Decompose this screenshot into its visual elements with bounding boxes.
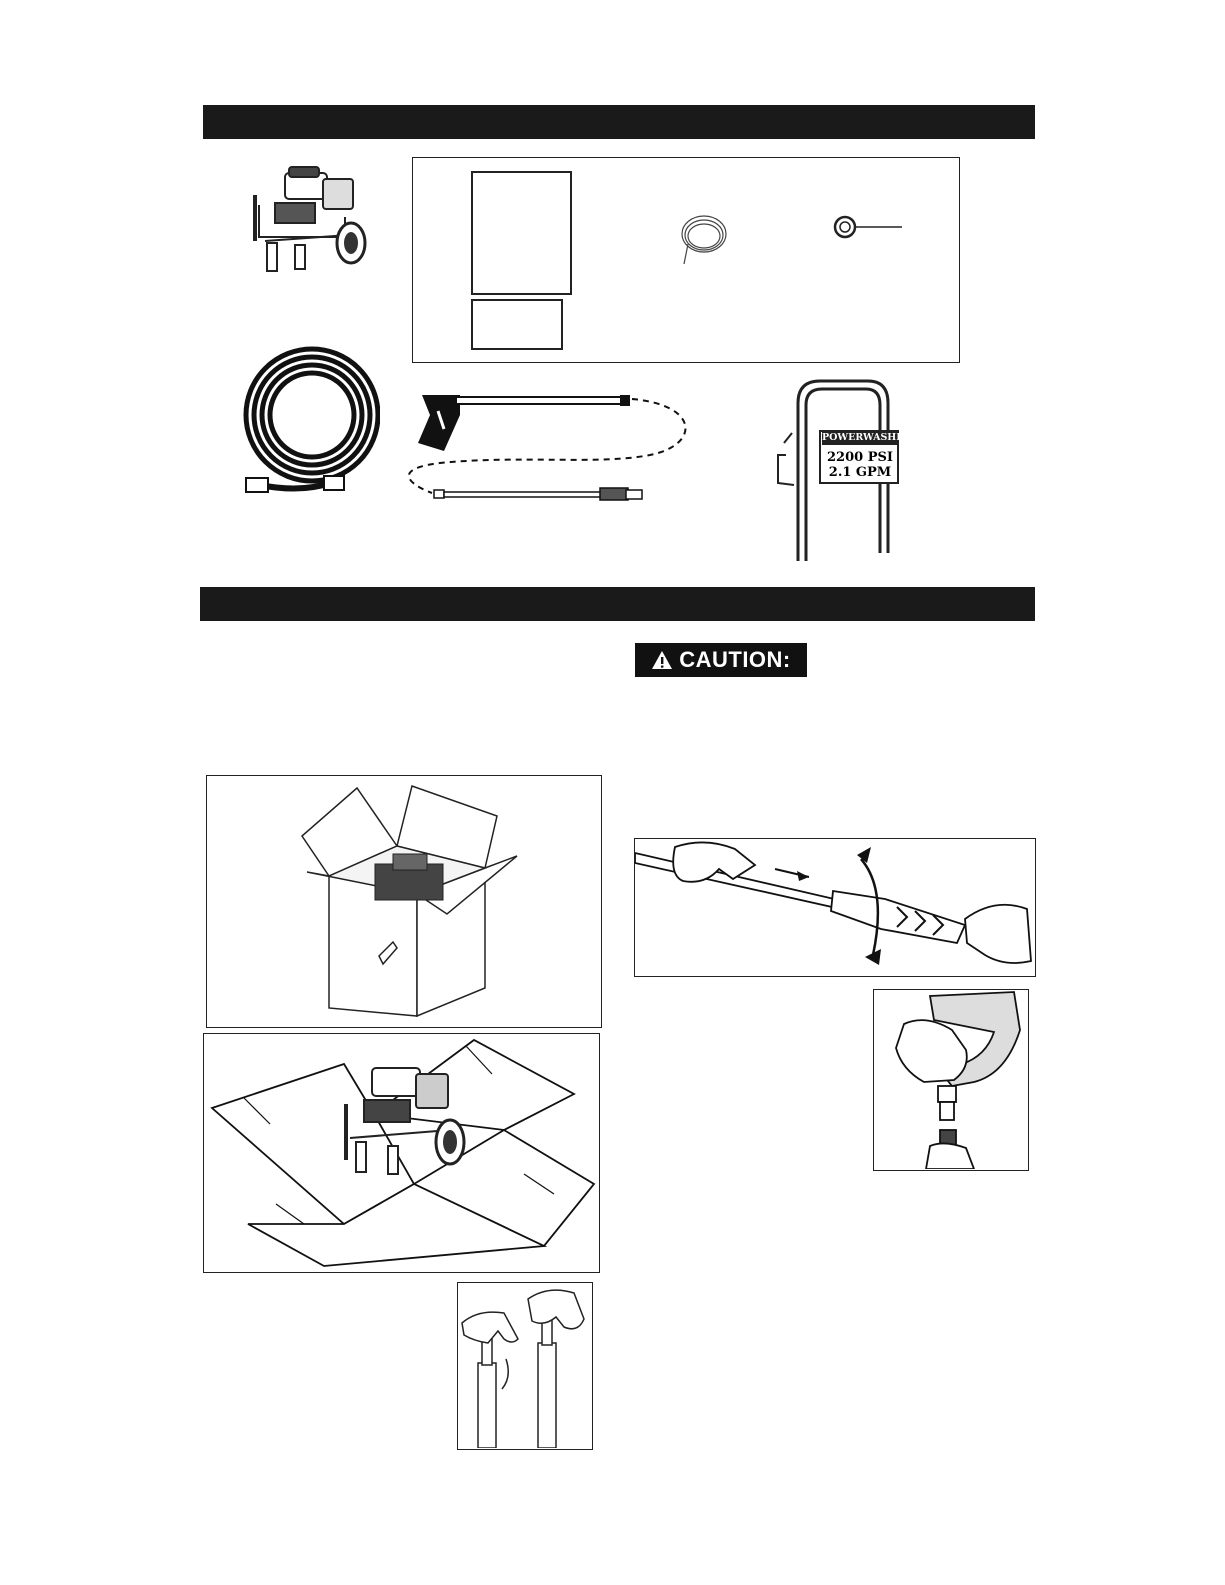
hose-connection-illustration [874,990,1027,1169]
pressure-washer-unit-illustration [245,165,370,275]
sign-flow: 2.1 GPM [828,464,892,480]
sign-pressure: 2200 PSI [827,449,893,465]
siphon-tube-illustration [676,208,734,270]
caution-text: CAUTION: [679,647,791,672]
figure-handle-insertion [457,1282,593,1450]
spray-gun-and-wand-illustration [400,385,700,510]
card-illustration [471,299,563,350]
section-header-bar-assembly [200,587,1035,621]
open-box-illustration [207,776,600,1026]
figure-wand-twist [634,838,1036,977]
handle-sign-text [822,431,912,483]
figure-unpacked-unit [203,1033,600,1273]
sign-brand: POWERWASHER [822,432,912,443]
warning-triangle-icon [651,650,673,670]
section-header-bar-contents [203,105,1035,139]
wand-twist-illustration [635,839,1034,975]
figure-hose-connection [873,989,1029,1171]
figure-open-box [206,775,602,1028]
manual-booklet-illustration [471,171,572,295]
handle-insertion-illustration [458,1283,591,1448]
caution-label [635,643,807,677]
high-pressure-hose-illustration [240,345,380,505]
filter-illustration [832,213,904,243]
unpacked-unit-illustration [204,1034,598,1271]
